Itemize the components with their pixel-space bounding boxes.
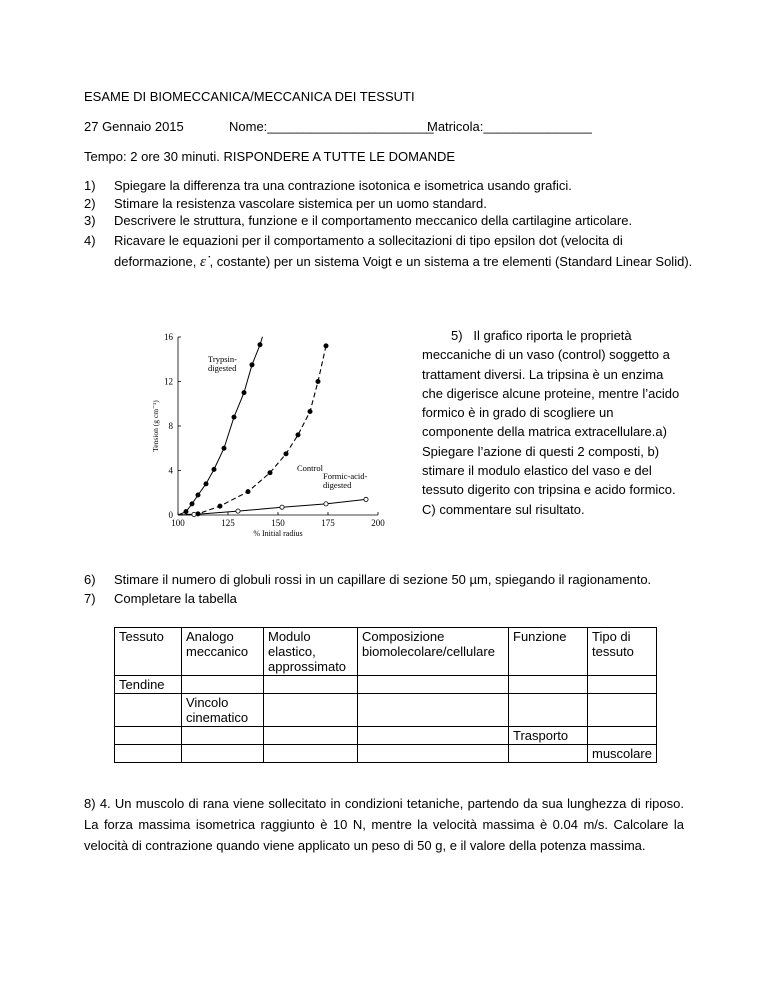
data-point — [268, 471, 272, 475]
table-cell[interactable] — [264, 727, 358, 745]
data-point — [184, 510, 188, 514]
data-point — [212, 467, 216, 471]
table-header-cell: Tessuto — [115, 628, 182, 676]
table-header-cell: Analogo meccanico — [182, 628, 264, 676]
data-point — [232, 415, 236, 419]
y-axis-label: Tension (g cm⁻¹) — [151, 400, 160, 452]
chart-labels — [151, 354, 368, 538]
data-point — [258, 343, 262, 347]
series-label: Trypsin- — [208, 354, 237, 364]
question-2: 2) Stimare la resistenza vascolare sistemica per un uomo standard. — [84, 195, 487, 211]
table-cell[interactable] — [588, 676, 657, 694]
tension-radius-chart — [140, 320, 400, 542]
data-point — [324, 502, 328, 506]
series-label: digested — [208, 363, 237, 373]
epsilon-dot-symbol: ε̇ — [200, 253, 206, 270]
y-tick-label: 12 — [164, 376, 173, 387]
nome-field: Nome:_______________________ — [229, 119, 434, 134]
table-cell[interactable] — [509, 676, 588, 694]
table-cell[interactable] — [115, 745, 182, 763]
table-cell[interactable] — [182, 676, 264, 694]
table-row — [115, 745, 657, 763]
question-6-7 — [84, 570, 704, 608]
table-cell[interactable]: Vincolo cinematico — [182, 694, 264, 727]
table-header-cell: Funzione — [509, 628, 588, 676]
series-label: Control — [297, 463, 323, 473]
data-point — [204, 482, 208, 486]
table-row — [115, 694, 657, 727]
data-point — [284, 452, 288, 456]
table-header-cell: Modulo elastico, approssimato — [264, 628, 358, 676]
data-point — [236, 509, 240, 513]
table-header-row — [115, 628, 657, 676]
table-cell[interactable] — [588, 694, 657, 727]
table-cell[interactable] — [358, 694, 509, 727]
question-1: 1) Spiegare la differenza tra una contrazione isotonica e isometrica usando grafici. — [84, 178, 572, 193]
table-cell[interactable]: Trasporto — [509, 727, 588, 745]
table-header-cell: Tipo di tessuto — [588, 628, 657, 676]
data-point — [296, 433, 300, 437]
completion-table — [114, 627, 657, 763]
x-tick-label: 100 — [171, 518, 185, 528]
table-cell[interactable] — [182, 745, 264, 763]
question-5: 5) Il grafico riporta le proprietà meccaniche di un vaso (control) soggetto a trattament diversi. La tripsina è un enzima che digerisce alcune proteine, mentre l’acido formico è in grado di scogliere un componente della matrica extracellulare.a) Spiegare l’azione di questi 2 composti, b) stimare il modulo elastico del vaso e del tessuto digerito con tripsina e acido formico. C) commentare sul risultato. — [422, 328, 680, 517]
y-tick-label: 4 — [168, 465, 173, 476]
table-cell[interactable] — [264, 676, 358, 694]
data-point — [250, 363, 254, 367]
series-line — [178, 499, 366, 515]
table-cell[interactable] — [358, 676, 509, 694]
data-point — [324, 344, 328, 348]
question-7: 7) Completare la tabella — [84, 591, 237, 606]
series-label: Formic-acid- — [323, 471, 368, 481]
x-tick-label: 125 — [221, 518, 235, 528]
table-header-cell: Composizione biomolecolare/cellulare — [358, 628, 509, 676]
table-row — [115, 676, 657, 694]
table-cell[interactable] — [182, 727, 264, 745]
data-point — [364, 497, 368, 501]
data-point — [242, 391, 246, 395]
exam-date: 27 Gennaio 2015 — [84, 119, 184, 134]
x-tick-label: 200 — [371, 518, 385, 528]
data-point — [246, 490, 250, 494]
question-8: 8) 4. Un muscolo di rana viene sollecitato in condizioni tetaniche, partendo da sua lunghezza di riposo. La forza massima isometrica raggiunto è 10 N, mentre la velocità massima è 0.04 m/s. Calcolare la velocità di contrazione quando viene applicato un peso di 50 g, e il valore della potenza massima. — [84, 796, 684, 853]
matricola-field: Matricola:_______________ — [427, 119, 592, 134]
series-label: digested — [323, 480, 352, 490]
y-tick-label: 0 — [168, 510, 173, 520]
table-cell[interactable] — [264, 694, 358, 727]
table-cell[interactable] — [509, 745, 588, 763]
question-4: 4) Ricavare le equazioni per il comportamento a sollecitazioni di tipo epsilon dot (velocita di deformazione, ε̇ , costante) per un sistema Voigt e un sistema a tre elementi (Standard Linear Solid). — [84, 232, 693, 270]
table-cell[interactable] — [115, 694, 182, 727]
data-point — [222, 446, 226, 450]
data-point — [280, 505, 284, 509]
data-point — [218, 504, 222, 508]
question-6: 6) Stimare il numero di globuli rossi in un capillare di sezione 50 µm, spiegando il ragionamento. — [84, 572, 652, 587]
data-point — [192, 512, 196, 516]
y-tick-label: 8 — [168, 421, 173, 431]
question-3: 3) Descrivere le struttura, funzione e il comportamento meccanico della cartilagine articolare. — [84, 213, 633, 228]
data-point — [316, 379, 320, 383]
data-point — [308, 409, 312, 413]
table-cell[interactable] — [358, 727, 509, 745]
table-cell[interactable] — [358, 745, 509, 763]
data-point — [190, 502, 194, 506]
table-cell[interactable]: muscolare — [588, 745, 657, 763]
series-line — [178, 346, 326, 515]
table-cell[interactable] — [264, 745, 358, 763]
time-instructions: Tempo: 2 ore 30 minuti. RISPONDERE A TUTTE LE DOMANDE — [84, 149, 456, 164]
table-cell[interactable] — [115, 727, 182, 745]
table-row — [115, 727, 657, 745]
y-tick-label: 16 — [164, 332, 173, 342]
data-point — [196, 493, 200, 497]
x-tick-label: 175 — [321, 518, 335, 528]
x-axis-label: % Initial radius — [253, 529, 303, 538]
question-list — [84, 177, 704, 273]
table-cell[interactable] — [588, 727, 657, 745]
x-tick-label: 150 — [271, 518, 285, 528]
exam-title: ESAME DI BIOMECCANICA/MECCANICA DEI TESSUTI — [84, 89, 415, 104]
table-cell[interactable] — [509, 694, 588, 727]
chart-axes — [164, 332, 385, 528]
table-cell[interactable]: Tendine — [115, 676, 182, 694]
